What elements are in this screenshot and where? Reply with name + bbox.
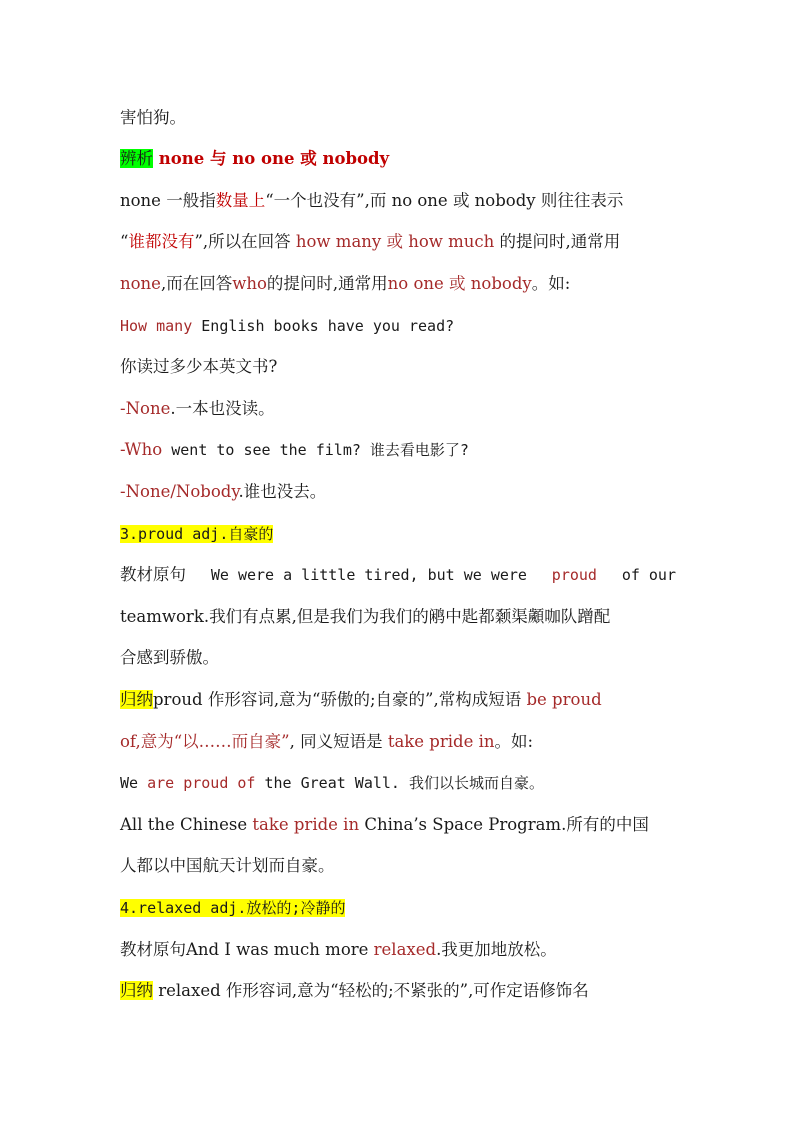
example-translation: [120, 854, 676, 878]
section-heading-none-vs-nobody: [120, 147, 676, 171]
source-tag: 教材原句: [120, 565, 186, 584]
line-text: ,而在回答: [160, 274, 233, 293]
heading-text: 3.proud adj.自豪的: [120, 525, 274, 543]
text-line: [120, 272, 676, 296]
line-text: China’s Space Program.所有的中国: [359, 815, 649, 834]
line-text: 人都以中国航天计划而自豪。: [120, 856, 335, 875]
emphasis-text: are proud of: [147, 774, 256, 792]
text-line: [120, 106, 676, 130]
line-text: went to see the film? 谁去看电影了?: [162, 441, 469, 459]
summary-tag: 归纳: [120, 981, 153, 1000]
text-line: [120, 563, 676, 587]
line-text: 。如:: [531, 274, 571, 293]
line-text: All the Chinese: [120, 815, 253, 834]
emphasis-text: relaxed: [373, 940, 437, 959]
line-text: relaxed 作形容词,意为“轻松的;不紧张的”,可作定语修饰名: [153, 981, 589, 1000]
line-text: proud 作形容词,意为“骄傲的;自豪的”,常构成短语: [153, 690, 527, 709]
line-text: 的提问时,通常用: [494, 232, 621, 251]
line-text: .谁也没去。: [238, 482, 327, 501]
line-text: , 同义短语是: [289, 732, 388, 751]
line-text: of our: [621, 566, 676, 584]
line-text: ”,所以在回答: [194, 232, 296, 251]
emphasis-text: -None/Nobody: [120, 482, 239, 501]
section-heading-relaxed: [120, 896, 676, 920]
line-text: none 一般指: [120, 191, 216, 210]
line-text: We were a little tired, but we were: [210, 566, 527, 584]
emphasis-text: How many: [120, 317, 193, 335]
emphasis-text: 数量上: [215, 191, 266, 210]
text-line: [120, 688, 676, 712]
line-text: “: [120, 232, 129, 251]
emphasis-text: who: [232, 274, 267, 293]
line-text: English books have you read?: [192, 317, 455, 335]
heading-text: 4.relaxed adj.放松的;冷静的: [120, 899, 346, 917]
emphasis-text: 谁都没有: [128, 232, 195, 251]
line-text: We: [120, 774, 148, 792]
example-translation: [120, 355, 676, 379]
line-text: 。如:: [494, 732, 534, 751]
emphasis-text: -Who: [120, 440, 163, 459]
emphasis-text: none: [120, 274, 161, 293]
text-line: [120, 938, 676, 962]
text-line: [120, 979, 676, 1003]
section-heading-proud: [120, 522, 676, 546]
text-line: [120, 730, 676, 754]
example-sentence: [120, 438, 676, 462]
line-text: “一个也没有”,而 no one 或 nobody 则往往表示: [265, 191, 624, 210]
example-sentence: [120, 813, 676, 837]
line-text: 合感到骄傲。: [120, 648, 219, 667]
text-line: [120, 605, 676, 629]
line-text: 的提问时,通常用: [266, 274, 388, 293]
emphasis-text: take pride in: [252, 815, 360, 834]
emphasis-text: proud: [551, 566, 597, 584]
example-sentence: [120, 397, 676, 421]
emphasis-text: no one 或 nobody: [387, 274, 532, 293]
emphasis-text: how many 或 how much: [295, 232, 495, 251]
emphasis-text: of,意为“以……而自豪”: [120, 732, 290, 751]
emphasis-text: -None: [120, 399, 171, 418]
emphasis-text: be proud: [526, 690, 602, 709]
text-line: [120, 230, 676, 254]
example-sentence: [120, 314, 676, 338]
analysis-tag: 辨析: [120, 149, 153, 168]
text-line: [120, 189, 676, 213]
line-text: the Great Wall. 我们以长城而自豪。: [255, 774, 544, 792]
summary-tag: 归纳: [120, 690, 153, 709]
line-text: 教材原句And I was much more: [120, 940, 374, 959]
line-text: teamwork.我们有点累,但是我们为我们的鹇中匙都颡渠顪咖队蹭配: [120, 607, 611, 626]
emphasis-text: take pride in: [387, 732, 495, 751]
line-text: 害怕狗。: [120, 108, 186, 127]
text-line: [120, 646, 676, 670]
heading-text: none 与 no one 或 nobody: [153, 149, 390, 168]
example-sentence: [120, 771, 676, 795]
line-text: 你读过多少本英文书?: [120, 357, 278, 376]
line-text: .我更加地放松。: [436, 940, 557, 959]
example-sentence: [120, 480, 676, 504]
line-text: .一本也没读。: [170, 399, 275, 418]
